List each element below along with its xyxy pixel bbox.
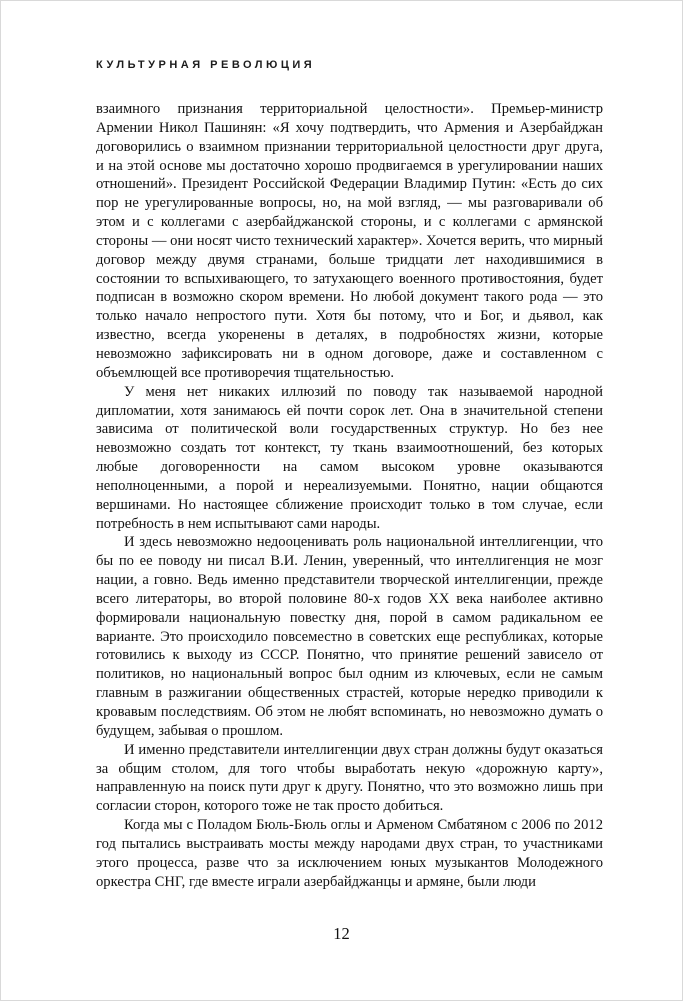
page-number: 12 — [333, 924, 350, 943]
paragraph: И именно представители интеллигенции двух стран должны будут оказаться за общим столом, для того чтобы выработать некую «дорожную карту», направленную на поиск пути друг к другу. Понятно, что это возможно лишь при согласии сторон, которого тоже не так просто добиться. — [96, 741, 603, 815]
paragraph: Когда мы с Поладом Бюль-Бюль оглы и Арменом Смбатяном с 2006 по 2012 год пытались выстраивать мосты между народами двух стран, то участниками этого процесса, разве что за исключением юных музыкантов Молодежного оркестра СНГ, где вместе играли азербайджанцы и армяне, были люди — [96, 817, 603, 890]
paragraph: И здесь невозможно недооценивать роль национальной интеллигенции, что бы по ее поводу ни писал В.И. Ленин, уверенный, что интеллигенция не мозг нации, а говно. Ведь именно представители творческой интеллигенции, прежде всего литераторы, во второй половине 80-х годов XX века наиболее активно формировали национальную повестку дня, порой в самом радикальном ее варианте. Это происходило повсеместно в советских еще республиках, которые готовились к выходу из СССР. Понятно, что принятие решений зависело от политиков, но национальный вопрос был одним из ключевых, если не самым главным в разжигании общественных страстей, которые нередко приводили к кровавым последствиям. Об этом не любят вспоминать, но невозможно думать о будущем, забывая о прошлом. — [96, 534, 603, 739]
page-body — [96, 100, 603, 891]
paragraph: У меня нет никаких иллюзий по поводу так называемой народной дипломатии, хотя занимаюсь ей почти сорок лет. Она в значительной степени зависима от политической воли государственных структур. Но без нее невозможно создать тот контекст, ту ткань взаимоотношений, без которых любые договоренности на самом высоком уровне оказываются неполноценными, а порой и нереализуемыми. Понятно, нации общаются вершинами. Но настоящее сближение происходит только в том случае, если потребность в нем испытывают сами народы. — [96, 383, 603, 532]
running-header: КУЛЬТУРНАЯ РЕВОЛЮЦИЯ — [96, 59, 316, 71]
paragraph: взаимного признания территориальной целостности». Премьер-министр Армении Никол Пашинян: «Я хочу подтвердить, что Армения и Азербайджан договорились о взаимном признании территориальной целостности друг друга, и на этой основе мы достаточно хорошо продвигаемся в урегулировании наших отношений». Президент Российской Федерации Владимир Путин: «Есть до сих пор не урегулированные вопросы, но, на мой взгляд, — мы разговаривали об этом и с коллегами с азербайджанской стороны, и с коллегами с армянской стороны — они носят чисто технический характер». Хочется верить, что мирный договор между двумя странами, больше тридцати лет находившимися в состоянии то вспыхивающего, то затухающего военного противостояния, будет подписан в возможно скором времени. Но любой документ такого рода — это только начало непростого пути. Хотя бы потому, что и Бог, и дьявол, как известно, всегда укоренены в деталях, в подробностях жизни, которые невозможно зафиксировать ни в одном договоре, даже и составленном с объемлющей все противоречия тщательностью. — [96, 101, 603, 381]
